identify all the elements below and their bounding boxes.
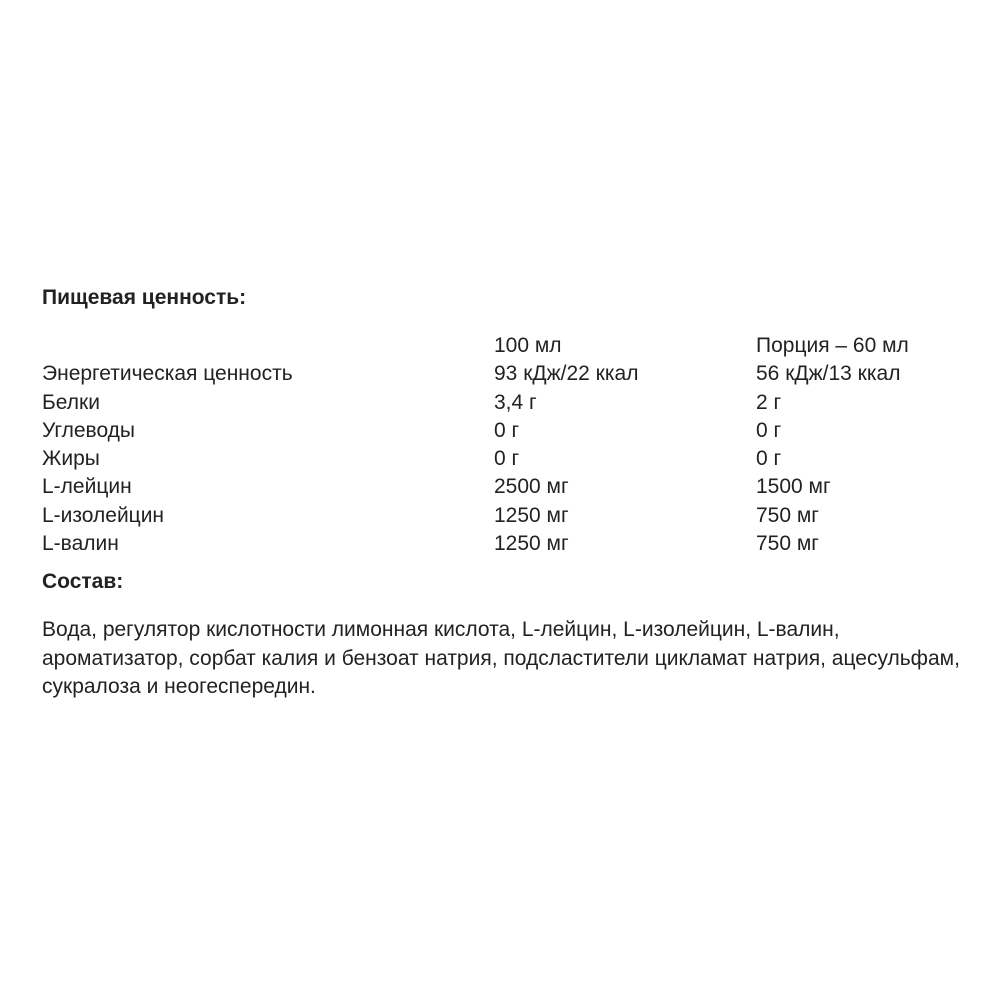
composition-heading: Состав: xyxy=(42,570,124,594)
table-row xyxy=(42,417,982,445)
nutrient-per-portion: 1500 мг xyxy=(756,475,831,499)
column-header-per-100ml: 100 мл xyxy=(494,334,562,357)
nutrient-name: L-лейцин xyxy=(42,475,132,499)
nutrient-per-100ml: 0 г xyxy=(494,418,520,442)
nutrient-per-100ml: 1250 мг xyxy=(494,532,569,556)
nutrient-per-portion: 0 г xyxy=(756,447,782,471)
nutrient-per-100ml: 3,4 г xyxy=(494,390,537,414)
nutrition-heading: Пищевая ценность: xyxy=(42,286,247,309)
nutrient-per-100ml: 93 кДж/22 ккал xyxy=(494,362,639,386)
nutrient-name: L-валин xyxy=(42,532,119,556)
table-row xyxy=(42,502,982,530)
nutrient-per-portion: 56 кДж/13 ккал xyxy=(756,362,901,386)
nutrient-name: Жиры xyxy=(42,447,100,471)
nutrient-per-portion: 0 г xyxy=(756,418,782,442)
column-header-per-portion: Порция – 60 мл xyxy=(756,334,909,357)
nutrition-table xyxy=(42,332,982,558)
document xyxy=(42,284,982,702)
composition-text: Вода, регулятор кислотности лимонная кислота, L-лейцин, L-изолейцин, L-валин, ароматизатор, сорбат калия и бензоат натрия, подсластители цикламат натрия, ацесульфам, сукралоза и неогеспередин. xyxy=(42,618,960,699)
table-row xyxy=(42,389,982,417)
table-row xyxy=(42,530,982,558)
nutrient-per-100ml: 0 г xyxy=(494,447,520,471)
nutrient-per-portion: 750 мг xyxy=(756,503,819,527)
table-header-row xyxy=(42,332,982,360)
nutrient-name: Углеводы xyxy=(42,418,136,442)
nutrient-per-portion: 2 г xyxy=(756,390,782,414)
nutrient-per-100ml: 1250 мг xyxy=(494,503,569,527)
column-header-name xyxy=(42,332,494,360)
table-row xyxy=(42,360,982,388)
nutrient-name: Белки xyxy=(42,390,100,414)
nutrient-per-portion: 750 мг xyxy=(756,532,819,556)
nutrient-name: L-изолейцин xyxy=(42,503,165,527)
table-row xyxy=(42,445,982,473)
nutrient-name: Энергетическая ценность xyxy=(42,362,293,386)
nutrient-per-100ml: 2500 мг xyxy=(494,475,569,499)
table-row xyxy=(42,473,982,501)
